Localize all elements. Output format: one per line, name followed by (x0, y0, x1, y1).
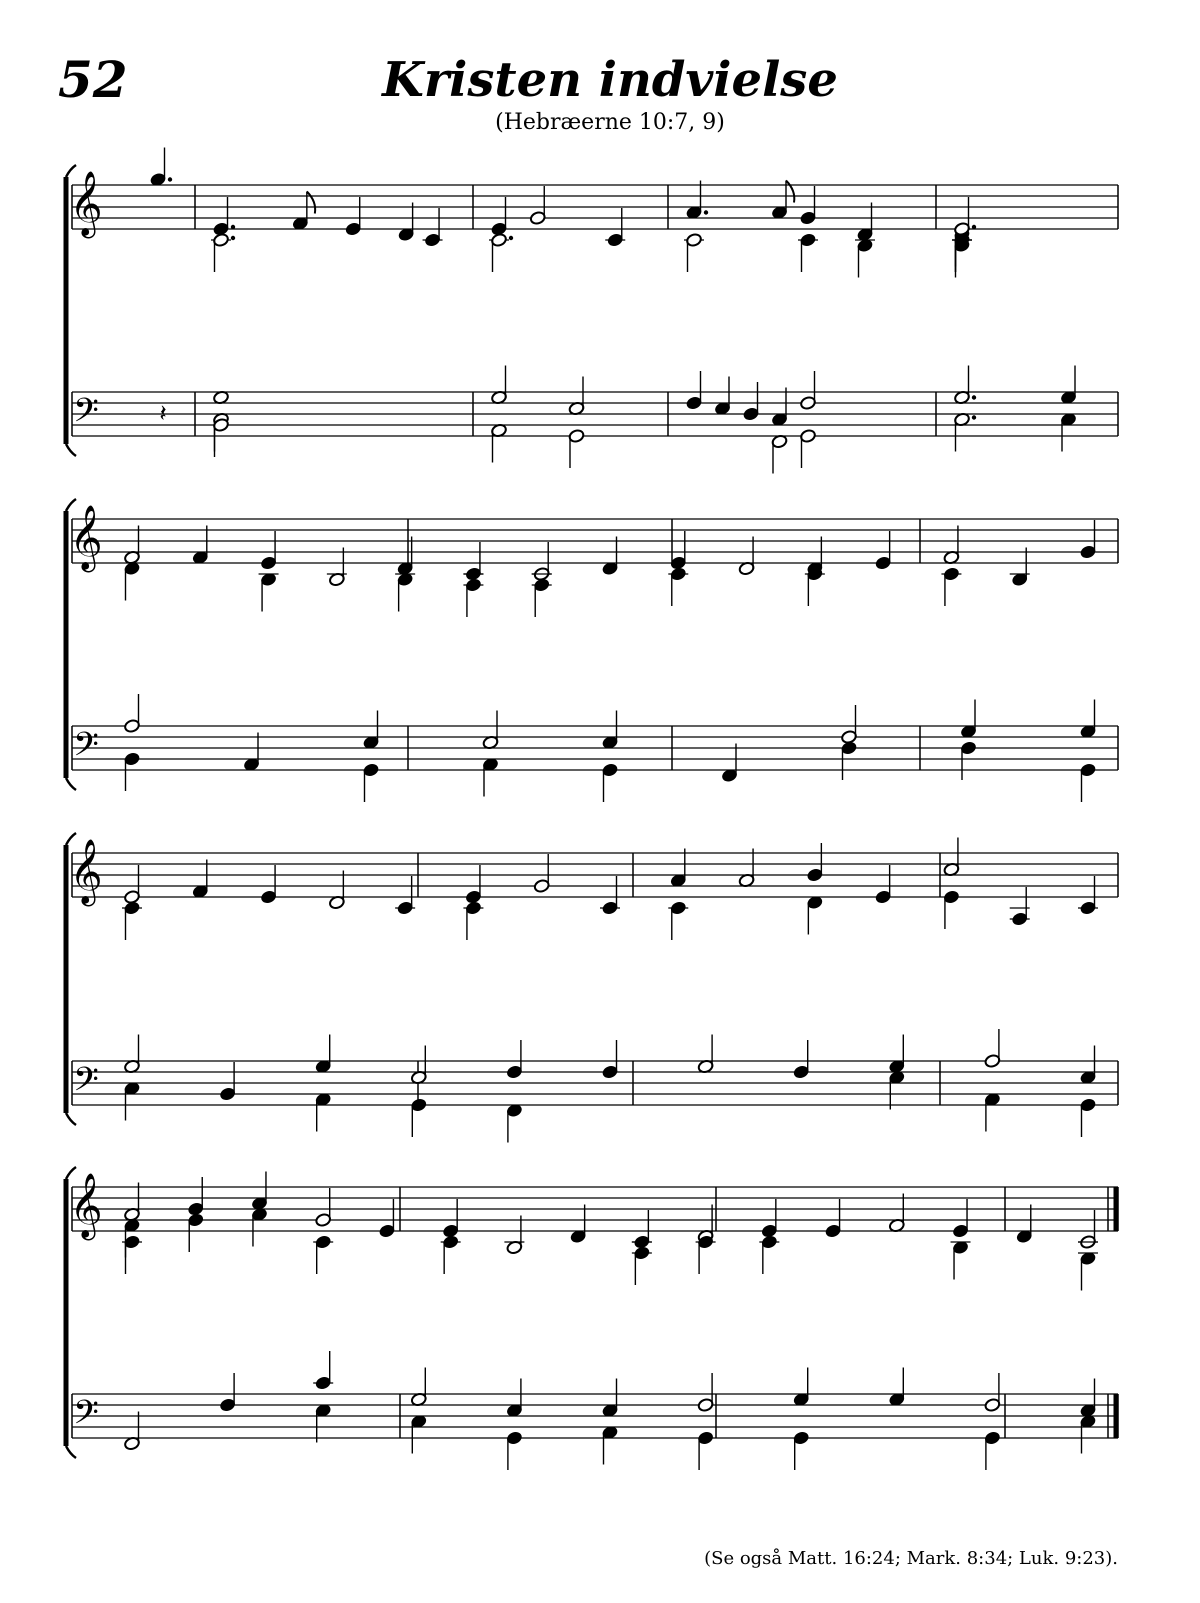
bass-clef-icon: 𝄢 (73, 726, 99, 772)
system-bracket-end (66, 1446, 76, 1458)
treble-clef-icon: 𝄞 (69, 1173, 103, 1238)
melody-note-dot (168, 177, 172, 181)
melody-note-dot (704, 210, 708, 214)
system-bracket-end (66, 778, 76, 790)
bass-clef-icon: 𝄢 (73, 1061, 99, 1107)
melody-note-flag (307, 192, 315, 214)
bass-clef-icon: 𝄢 (73, 1394, 99, 1440)
melody-note-dot (972, 225, 976, 229)
melody-note-dot (231, 236, 235, 240)
treble-clef-icon: 𝄞 (69, 505, 103, 570)
system-bracket-end (66, 444, 76, 456)
melody-note-flag (786, 181, 794, 203)
melody-note-dot (231, 225, 235, 229)
treble-clef-icon: 𝄞 (69, 839, 103, 904)
bass-clef-icon: 𝄢 (73, 392, 99, 438)
system-bracket-end (66, 1113, 76, 1125)
bass-note-dot (972, 415, 976, 419)
song-number: 52 (58, 50, 128, 109)
melody-note-dot (509, 236, 513, 240)
bass-note-dot (972, 395, 976, 399)
song-title: Kristen indvielse (382, 52, 838, 108)
scripture-reference: (Hebræerne 10:7, 9) (495, 110, 725, 135)
treble-clef-icon: 𝄞 (69, 171, 103, 236)
quarter-rest-icon: 𝄽 (159, 399, 167, 427)
footnote: (Se også Matt. 16:24; Mark. 8:34; Luk. 9:23). (704, 1548, 1118, 1569)
